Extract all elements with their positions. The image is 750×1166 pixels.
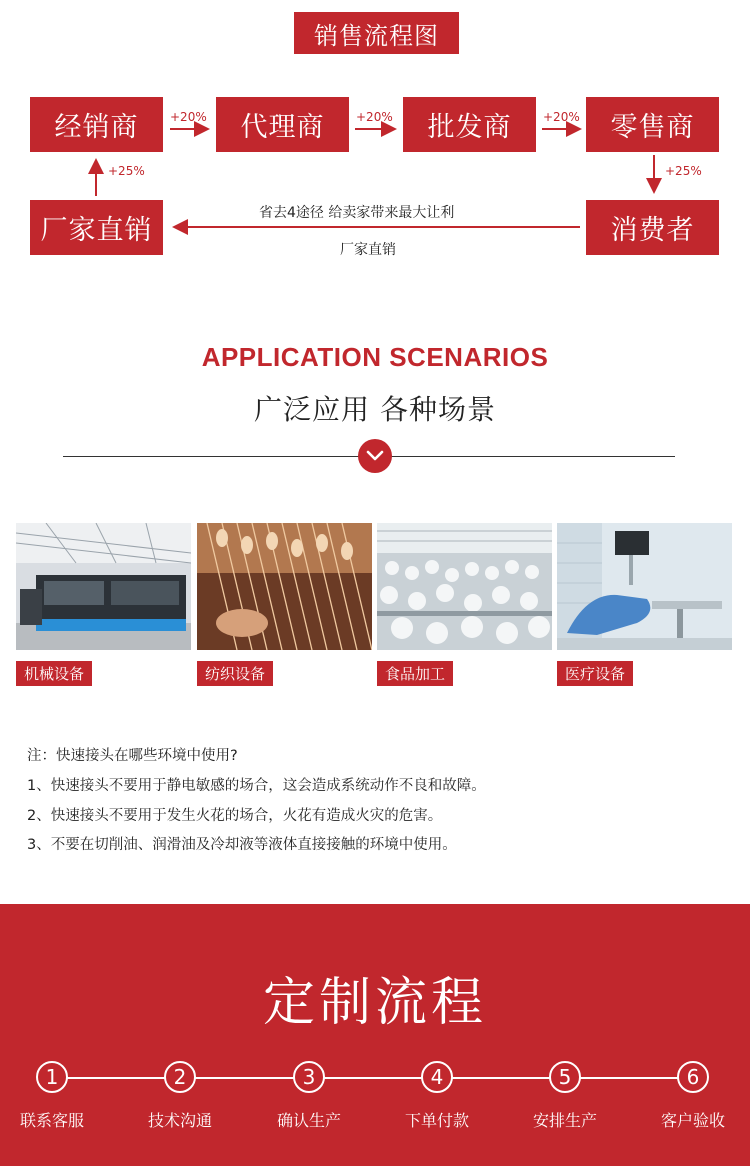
textile-spindles-image (197, 523, 372, 650)
divider-badge (358, 439, 392, 473)
markup-retailer-consumer: +25% (665, 164, 702, 178)
photo-textile (197, 523, 372, 650)
step-label-4: 下单付款 (404, 1111, 469, 1130)
food-factory-workers-image (377, 523, 552, 650)
scenario-tag-medical: 医疗设备 (557, 661, 633, 686)
step-number-1: 1 (36, 1061, 68, 1093)
chevron-down-icon (366, 450, 384, 462)
direct-note-top: 省去4途径 给卖家带来最大让利 (259, 205, 455, 221)
step-label-6: 客户验收 (660, 1111, 725, 1130)
customization-title: 定制流程 (262, 973, 487, 1033)
markup-wholesaler-retailer: +20% (543, 110, 580, 124)
flow-title: 销售流程图 (294, 12, 459, 54)
scenario-tag-machinery: 机械设备 (16, 661, 92, 686)
step-number-2: 2 (164, 1061, 196, 1093)
markup-agent-wholesaler: +20% (356, 110, 393, 124)
step-label-5: 安排生产 (532, 1111, 597, 1130)
step-number-6: 6 (677, 1061, 709, 1093)
photo-food (377, 523, 552, 650)
step-number-4: 4 (421, 1061, 453, 1093)
scenario-tag-food: 食品加工 (377, 661, 453, 686)
photo-medical (557, 523, 732, 650)
box-retailer: 零售商 (586, 97, 719, 152)
step-label-3: 确认生产 (276, 1111, 341, 1130)
box-distributor: 经销商 (30, 97, 163, 152)
box-factory-direct: 厂家直销 (30, 200, 163, 255)
application-title-cn: 广泛应用 各种场景 (254, 393, 496, 426)
markup-distributor-agent: +20% (170, 110, 207, 124)
box-wholesaler: 批发商 (403, 97, 536, 152)
note-item-1: 1、快速接头不要用于静电敏感的场合，这会造成系统动作不良和故障。 (27, 778, 486, 794)
box-consumer: 消费者 (586, 200, 719, 255)
industrial-machine-image (16, 523, 191, 650)
markup-factory-distributor: +25% (108, 164, 145, 178)
step-label-2: 技术沟通 (147, 1111, 212, 1130)
note-item-2: 2、快速接头不要用于发生火花的场合，火花有造成火灾的危害。 (27, 808, 443, 824)
note-heading: 注：快速接头在哪些环境中使用? (27, 748, 238, 764)
photo-machinery (16, 523, 191, 650)
step-number-5: 5 (549, 1061, 581, 1093)
step-number-3: 3 (293, 1061, 325, 1093)
scenario-tag-textile: 纺织设备 (197, 661, 273, 686)
application-title-en: APPLICATION SCENARIOS (201, 342, 549, 372)
box-agent: 代理商 (216, 97, 349, 152)
step-label-1: 联系客服 (19, 1111, 84, 1130)
note-item-3: 3、不要在切削油、润滑油及冷却液等液体直接接触的环境中使用。 (27, 837, 457, 853)
dental-chair-image (557, 523, 732, 650)
direct-note-bottom: 厂家直销 (340, 242, 396, 258)
steps-connector-line (52, 1077, 694, 1079)
